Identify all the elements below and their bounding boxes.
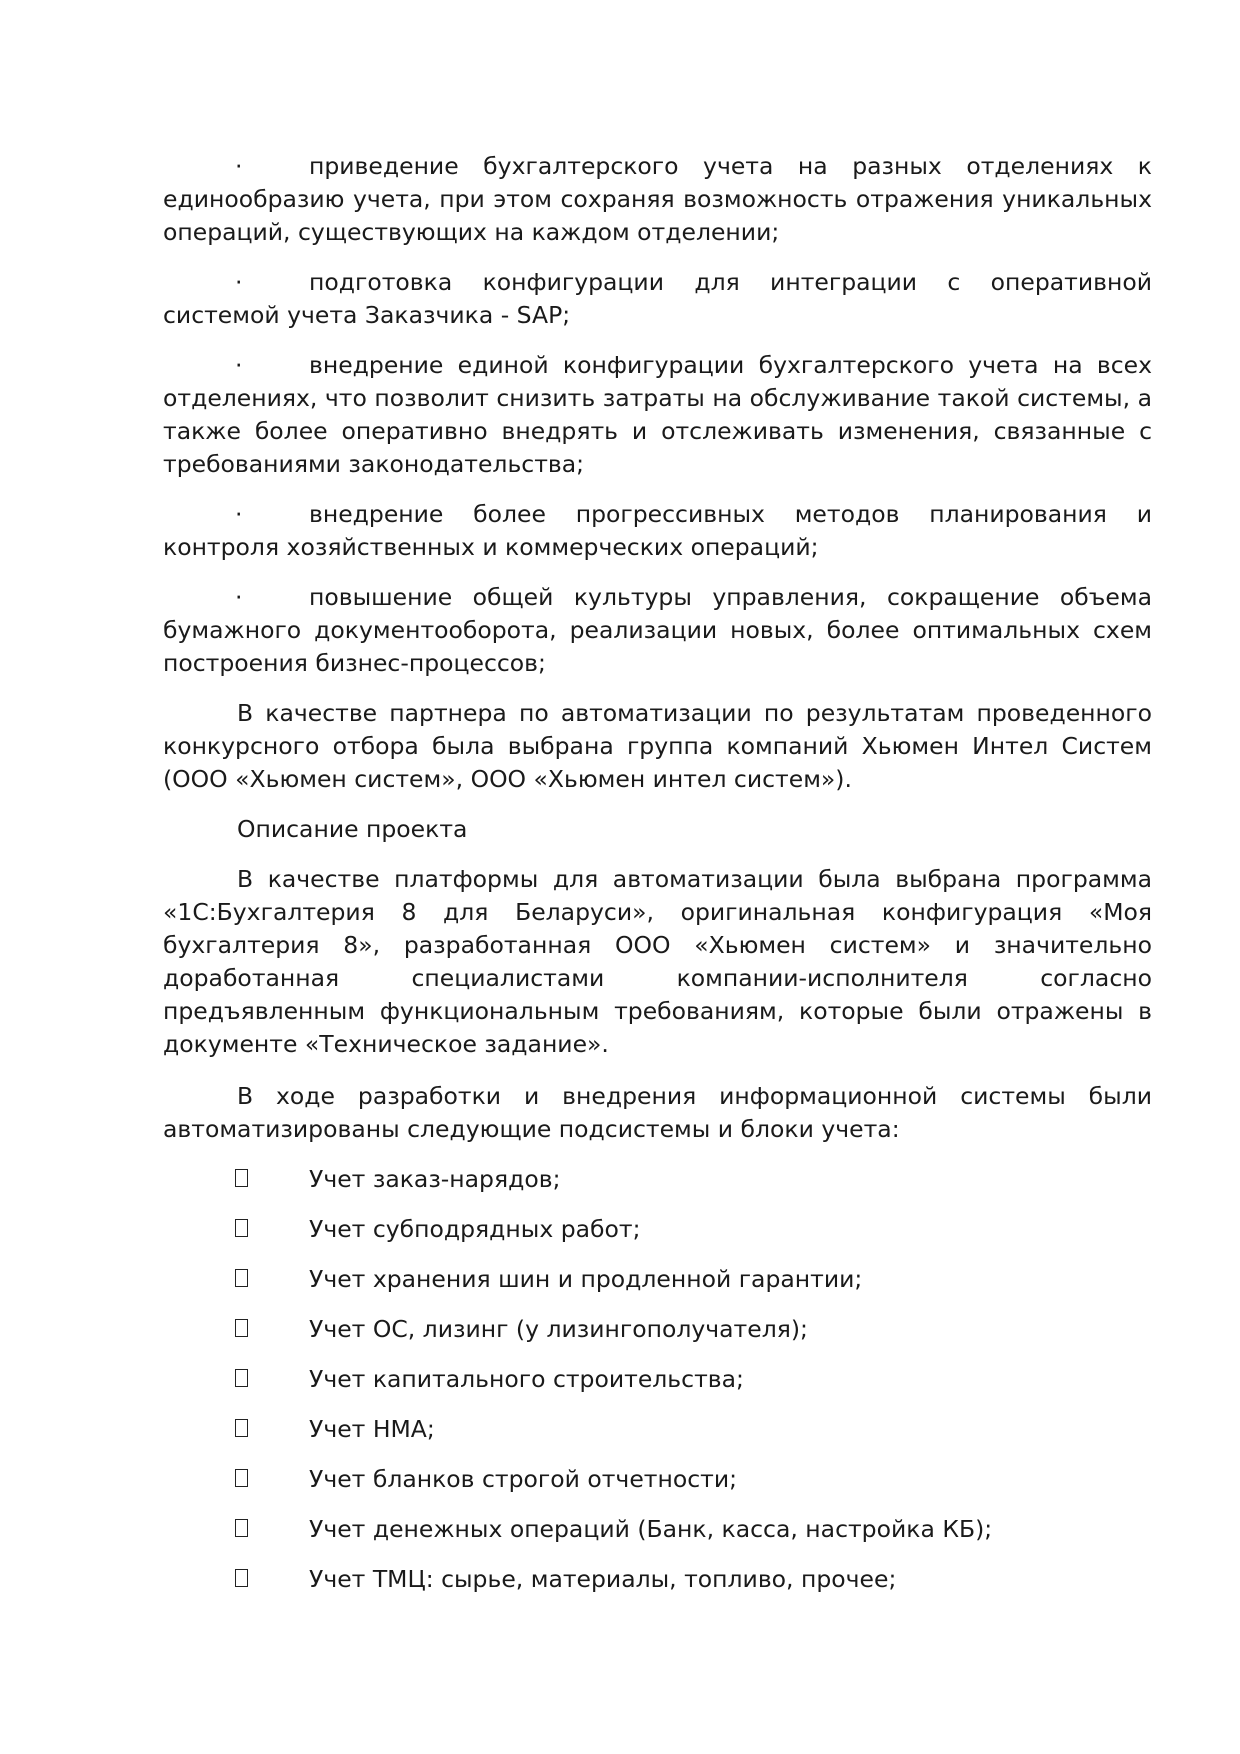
checkbox-square-icon xyxy=(235,1369,248,1387)
list-item-text: Учет ОС, лизинг (у лизингополучателя); xyxy=(309,1315,808,1343)
bullet-paragraph: · подготовка конфигурации для интеграции с оперативной системой учета Заказчика - SAP; xyxy=(163,268,1152,329)
list-item-text: Учет бланков строгой отчетности; xyxy=(309,1465,738,1493)
checkbox-square-icon xyxy=(235,1469,248,1487)
bullet-text: внедрение более прогрессивных методов планирования и контроля хозяйственных и коммерческих операций; xyxy=(163,500,1152,561)
checkbox-square-icon xyxy=(235,1169,248,1187)
checkbox-square-icon xyxy=(235,1319,248,1337)
section-heading: Описание проекта xyxy=(237,815,468,843)
bullet-text: повышение общей культуры управления, сокращение объема бумажного документооборота, реализации новых, более оптимальных схем построения бизнес-процессов; xyxy=(163,583,1152,677)
list-item-text: Учет НМА; xyxy=(309,1415,435,1443)
bullet-paragraph: · внедрение более прогрессивных методов планирования и контроля хозяйственных и коммерческих операций; xyxy=(163,500,1152,561)
platform-paragraph: В качестве платформы для автоматизации была выбрана программа «1С:Бухгалтерия 8 для Беларуси», оригинальная конфигурация «Моя бухгалтерия 8», разработанная ООО «Хьюмен систем» и значительно доработанная специалистами компании-исполнителя согласно предъявленным функциональным требованиям, которые были отражены в документе «Техническое задание». xyxy=(163,865,1152,1058)
partner-paragraph: В качестве партнера по автоматизации по результатам проведенного конкурсного отбора была выбрана группа компаний Хьюмен Интел Систем (ООО «Хьюмен систем», ООО «Хьюмен интел систем»). xyxy=(163,699,1152,793)
subsystems-list xyxy=(163,1163,1152,1596)
list-item-text: Учет капитального строительства; xyxy=(309,1365,744,1393)
bullet-paragraph: · приведение бухгалтерского учета на разных отделениях к единообразию учета, при этом сохраняя возможность отражения уникальных операций, существующих на каждом отделении; xyxy=(163,152,1152,246)
bullet-text: внедрение единой конфигурации бухгалтерского учета на всех отделениях, что позволит снизить затраты на обслуживание такой системы, а также более оперативно внедрять и отслеживать изменения, связанные с требованиями законодательства; xyxy=(163,351,1152,478)
checkbox-square-icon xyxy=(235,1269,248,1287)
list-item xyxy=(163,1513,1152,1546)
bullet-paragraph: · повышение общей культуры управления, сокращение объема бумажного документооборота, реализации новых, более оптимальных схем построения бизнес-процессов; xyxy=(163,583,1152,677)
list-item-text: Учет денежных операций (Банк, касса, настройка КБ); xyxy=(309,1515,993,1543)
list-item-text: Учет хранения шин и продленной гарантии; xyxy=(309,1265,863,1293)
list-item-text: Учет ТМЦ: сырье, материалы, топливо, прочее; xyxy=(309,1565,897,1593)
list-item xyxy=(163,1313,1152,1346)
list-item xyxy=(163,1163,1152,1196)
checkbox-square-icon xyxy=(235,1569,248,1587)
list-item xyxy=(163,1463,1152,1496)
list-item xyxy=(163,1213,1152,1246)
checkbox-square-icon xyxy=(235,1419,248,1437)
development-paragraph: В ходе разработки и внедрения информационной системы были автоматизированы следующие подсистемы и блоки учета: xyxy=(163,1082,1152,1143)
checkbox-square-icon xyxy=(235,1519,248,1537)
bullet-text: приведение бухгалтерского учета на разных отделениях к единообразию учета, при этом сохраняя возможность отражения уникальных операций, существующих на каждом отделении; xyxy=(163,152,1152,246)
bullet-text: подготовка конфигурации для интеграции с оперативной системой учета Заказчика - SAP; xyxy=(163,268,1152,329)
list-item xyxy=(163,1413,1152,1446)
list-item xyxy=(163,1263,1152,1296)
bullet-paragraph: · внедрение единой конфигурации бухгалтерского учета на всех отделениях, что позволит снизить затраты на обслуживание такой системы, а также более оперативно внедрять и отслеживать изменения, связанные с требованиями законодательства; xyxy=(163,351,1152,478)
list-item xyxy=(163,1563,1152,1596)
document-body xyxy=(163,150,1152,1613)
list-item-text: Учет заказ-нарядов; xyxy=(309,1165,561,1193)
list-item xyxy=(163,1363,1152,1396)
checkbox-square-icon xyxy=(235,1219,248,1237)
list-item-text: Учет субподрядных работ; xyxy=(309,1215,641,1243)
